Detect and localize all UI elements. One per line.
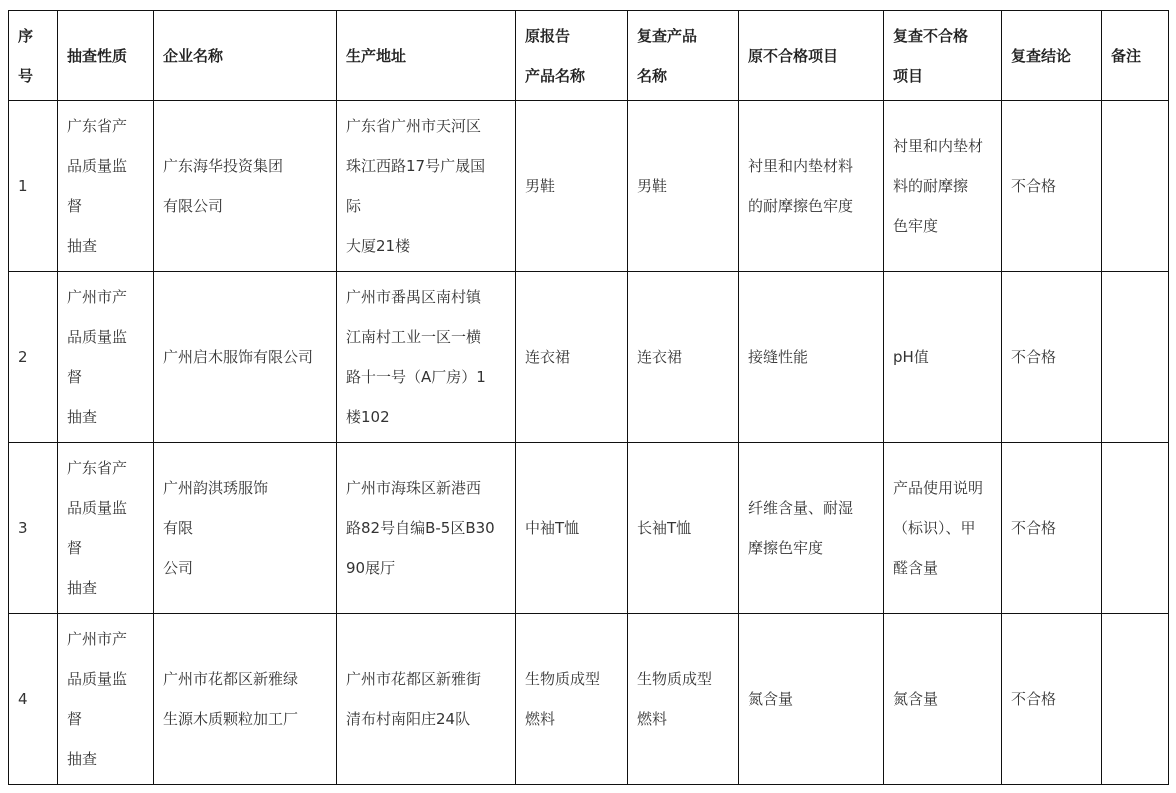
cell-text-line: 燃料 — [637, 710, 668, 728]
header-company-name — [154, 11, 337, 101]
cell-text-line: 中袖T恤 — [525, 519, 580, 537]
cell-recheck-product-name — [628, 101, 739, 272]
cell-recheck-product-name — [628, 272, 739, 443]
cell-text-line: 色牢度 — [893, 217, 939, 235]
cell-text-line: 复查结论 — [1011, 46, 1072, 65]
cell-text-line: 不合格 — [1011, 177, 1057, 195]
cell-recheck-conclusion — [1002, 272, 1102, 443]
cell-text-line: 广州启木服饰有限公司 — [163, 348, 314, 366]
cell-production-address — [337, 614, 516, 785]
cell-text-line: 复查产品 — [637, 26, 698, 45]
header-remarks — [1102, 11, 1169, 101]
cell-text-line: 氮含量 — [748, 690, 794, 708]
cell-text-line: 广州市产 — [67, 288, 128, 306]
cell-text-line: 生物质成型 — [637, 670, 713, 688]
table-header-row — [9, 11, 1169, 101]
cell-text-line: 抽查 — [67, 579, 98, 597]
header-production-address — [337, 11, 516, 101]
cell-remarks — [1102, 443, 1169, 614]
cell-text-line: 产品使用说明 — [893, 479, 984, 497]
cell-remarks — [1102, 614, 1169, 785]
cell-text-line: 连衣裙 — [637, 348, 683, 366]
cell-text-line: 醛含量 — [893, 559, 939, 577]
table-row — [9, 101, 1169, 272]
cell-recheck-conclusion — [1002, 614, 1102, 785]
cell-text-line: 品质量监 — [67, 157, 128, 175]
cell-text-line: 产品名称 — [525, 66, 586, 85]
cell-recheck-conclusion — [1002, 443, 1102, 614]
cell-text-line: 广州韵淇琇服饰 — [163, 479, 269, 497]
cell-text-line: 备注 — [1111, 46, 1142, 65]
cell-original-failed-items — [739, 272, 884, 443]
cell-original-failed-items — [739, 443, 884, 614]
cell-text-line: 生物质成型 — [525, 670, 601, 688]
cell-text-line: 项目 — [893, 66, 924, 85]
cell-text-line: 3 — [18, 519, 28, 537]
cell-company-name — [154, 272, 337, 443]
cell-text-line: 路82号自编B-5区B30 — [346, 519, 495, 537]
cell-text-line: 的耐摩擦色牢度 — [748, 197, 854, 215]
cell-text-line: 品质量监 — [67, 499, 128, 517]
cell-text-line: 有限公司 — [163, 197, 224, 215]
cell-recheck-failed-items — [884, 101, 1002, 272]
cell-text-line: 1 — [18, 177, 28, 195]
inspection-results-table — [8, 10, 1169, 785]
cell-text-line: 抽查 — [67, 237, 98, 255]
cell-text-line: 2 — [18, 348, 28, 366]
cell-text-line: 督 — [67, 197, 83, 215]
cell-remarks — [1102, 101, 1169, 272]
cell-text-line: 江南村工业一区一横 — [346, 328, 482, 346]
cell-text-line: 氮含量 — [893, 690, 939, 708]
cell-text-line: 抽查 — [67, 750, 98, 768]
cell-text-line: 接缝性能 — [748, 348, 809, 366]
cell-text-line: 原报告 — [525, 26, 571, 45]
cell-text-line: 抽查 — [67, 408, 98, 426]
cell-text-line: 号 — [18, 66, 34, 85]
table-row — [9, 272, 1169, 443]
cell-original-product-name — [516, 272, 628, 443]
header-original-failed-items — [739, 11, 884, 101]
cell-text-line: 不合格 — [1011, 348, 1057, 366]
cell-seq — [9, 101, 58, 272]
cell-text-line: 广州市海珠区新港西 — [346, 479, 482, 497]
header-recheck-conclusion — [1002, 11, 1102, 101]
cell-company-name — [154, 101, 337, 272]
cell-text-line: 不合格 — [1011, 690, 1057, 708]
cell-original-failed-items — [739, 101, 884, 272]
cell-inspection-type — [58, 101, 154, 272]
header-inspection-type — [58, 11, 154, 101]
cell-text-line: 公司 — [163, 559, 194, 577]
cell-text-line: 督 — [67, 368, 83, 386]
cell-production-address — [337, 443, 516, 614]
header-original-product-name — [516, 11, 628, 101]
cell-original-product-name — [516, 443, 628, 614]
cell-text-line: 男鞋 — [525, 177, 556, 195]
cell-text-line: 燃料 — [525, 710, 556, 728]
cell-recheck-failed-items — [884, 272, 1002, 443]
cell-recheck-conclusion — [1002, 101, 1102, 272]
cell-text-line: 连衣裙 — [525, 348, 571, 366]
cell-text-line: 生源木质颗粒加工厂 — [163, 710, 299, 728]
cell-text-line: 广东省广州市天河区 — [346, 117, 482, 135]
cell-company-name — [154, 443, 337, 614]
cell-text-line: 名称 — [637, 66, 668, 85]
cell-seq — [9, 614, 58, 785]
cell-original-failed-items — [739, 614, 884, 785]
cell-text-line: 长袖T恤 — [637, 519, 692, 537]
cell-remarks — [1102, 272, 1169, 443]
cell-inspection-type — [58, 272, 154, 443]
cell-original-product-name — [516, 101, 628, 272]
cell-recheck-product-name — [628, 443, 739, 614]
cell-text-line: 路十一号（A厂房）1 — [346, 368, 486, 386]
cell-text-line: 序 — [18, 26, 34, 45]
cell-recheck-failed-items — [884, 614, 1002, 785]
cell-text-line: 90展厅 — [346, 559, 396, 577]
table-row — [9, 614, 1169, 785]
cell-production-address — [337, 101, 516, 272]
cell-text-line: 衬里和内垫材料 — [748, 157, 854, 175]
cell-text-line: 广东省产 — [67, 459, 128, 477]
cell-text-line: 品质量监 — [67, 670, 128, 688]
cell-company-name — [154, 614, 337, 785]
cell-text-line: 广州市番禺区南村镇 — [346, 288, 482, 306]
cell-text-line: 楼102 — [346, 408, 390, 426]
cell-inspection-type — [58, 614, 154, 785]
cell-text-line: 复查不合格 — [893, 26, 969, 45]
cell-text-line: 企业名称 — [163, 46, 224, 65]
cell-original-product-name — [516, 614, 628, 785]
cell-text-line: 料的耐摩擦 — [893, 177, 969, 195]
cell-text-line: 广东海华投资集团 — [163, 157, 284, 175]
cell-text-line: pH值 — [893, 348, 929, 366]
cell-text-line: 纤维含量、耐湿 — [748, 499, 854, 517]
cell-text-line: 清布村南阳庄24队 — [346, 710, 471, 728]
header-seq — [9, 11, 58, 101]
cell-text-line: 际 — [346, 197, 362, 215]
cell-text-line: 广州市花都区新雅绿 — [163, 670, 299, 688]
cell-text-line: 珠江西路17号广晟国 — [346, 157, 486, 175]
cell-text-line: 督 — [67, 539, 83, 557]
cell-seq — [9, 443, 58, 614]
cell-text-line: 4 — [18, 690, 28, 708]
cell-recheck-failed-items — [884, 443, 1002, 614]
cell-seq — [9, 272, 58, 443]
cell-text-line: 生产地址 — [346, 46, 407, 65]
cell-text-line: 摩擦色牢度 — [748, 539, 824, 557]
cell-text-line: 原不合格项目 — [748, 46, 839, 65]
cell-text-line: 男鞋 — [637, 177, 668, 195]
cell-text-line: 衬里和内垫材 — [893, 137, 984, 155]
cell-text-line: 督 — [67, 710, 83, 728]
cell-text-line: 广州市产 — [67, 630, 128, 648]
table-row — [9, 443, 1169, 614]
header-recheck-failed-items — [884, 11, 1002, 101]
cell-text-line: （标识）、甲 — [893, 519, 976, 537]
cell-text-line: 有限 — [163, 519, 194, 537]
header-recheck-product-name — [628, 11, 739, 101]
cell-recheck-product-name — [628, 614, 739, 785]
cell-text-line: 大厦21楼 — [346, 237, 411, 255]
cell-text-line: 抽查性质 — [67, 46, 128, 65]
cell-text-line: 广州市花都区新雅街 — [346, 670, 482, 688]
cell-text-line: 不合格 — [1011, 519, 1057, 537]
cell-text-line: 广东省产 — [67, 117, 128, 135]
cell-inspection-type — [58, 443, 154, 614]
cell-production-address — [337, 272, 516, 443]
cell-text-line: 品质量监 — [67, 328, 128, 346]
